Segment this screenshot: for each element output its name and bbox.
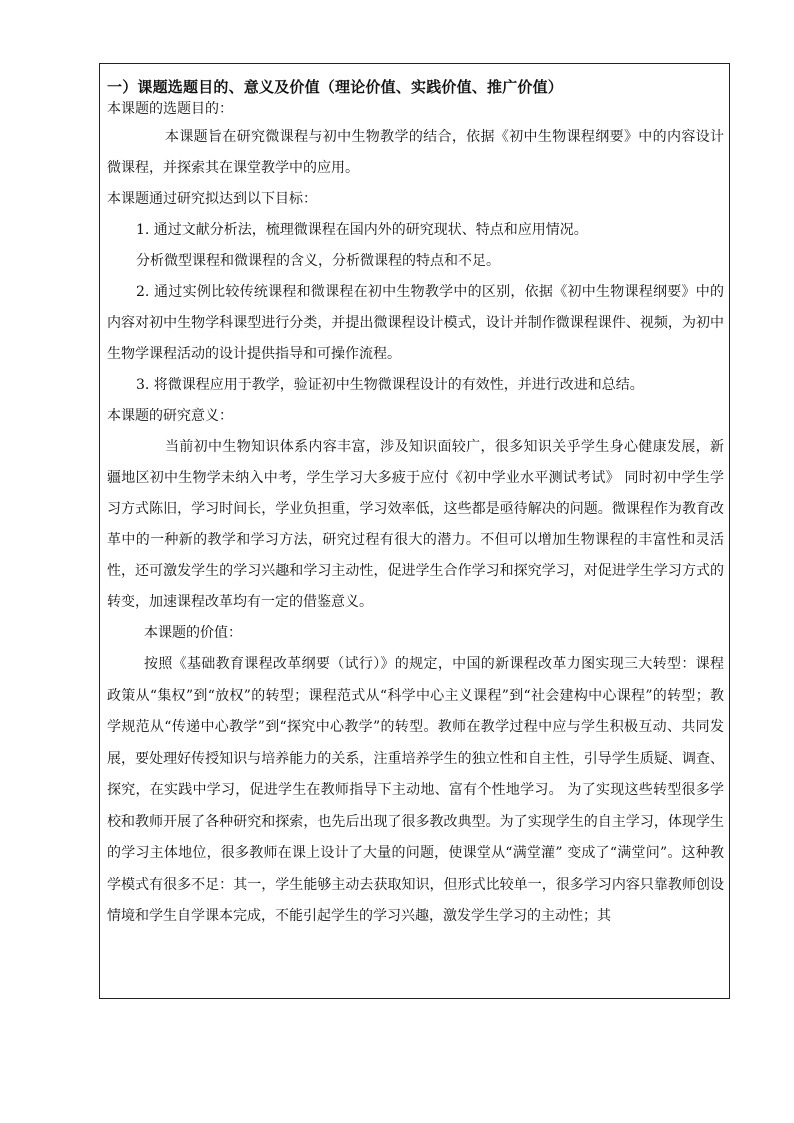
significance-paragraph: 当前初中生物知识体系内容丰富，涉及知识面较广，很多知识关乎学生身心健康发展，新疆地区初中生物学未纳入中考，学生学习大多疲于应付《初中学业水平测试考试》 同时初中学生学习方式陈旧，学习时间长，学业负担重，学习效率低，这些都是亟待解决的问题。微课程作为教育改革中的一种新的教学和学习方法，研究过程有很大的潜力。不但可以增加生物课程的丰富性和灵活性，还可激发学生的学习兴趣和学习主动性，促进学生合作学习和探究学习，对促进学生学习方式的转变，加速课程改革均有一定的借鉴意义。 [107,439,724,610]
value-label: 本课题的价值： [144,625,242,641]
goal-item-2: 2. 通过实例比较传统课程和微课程在初中生物教学中的区别，依据《初中生物课程纲要》中的内容对初中生物学科课型进行分类，并提出微课程设计模式，设计并制作微课程课件、视频，为初中生物学课程活动的设计提供指导和可操作流程。 [107,284,724,362]
purpose-label: 本课题的选题目的： [107,101,233,117]
document-frame [99,63,730,999]
goals-label: 本课题通过研究拟达到以下目标： [107,191,317,207]
significance-label: 本课题的研究意义： [107,408,233,424]
purpose-paragraph: 本课题旨在研究微课程与初中生物教学的结合，依据《初中生物课程纲要》中的内容设计微课程，并探索其在课堂教学中的应用。 [107,129,724,176]
goal-item-1-detail: 分析微型课程和微课程的含义，分析微课程的特点和不足。 [136,253,500,269]
section-heading: 一）课题选题目的、意义及价值（理论价值、实践价值、推广价值） [107,78,564,96]
value-paragraph: 按照《基础教育课程改革纲要（试行）》的规定，中国的新课程改革力图实现三大转型：课程政策从“集权”到“放权”的转型；课程范式从“科学中心主义课程”到“社会建构中心课程”的转型；教学规范从“传递中心教学”到“探究中心教学”的转型。教师在教学过程中应与学生积极互动、共同发展，要处理好传授知识与培养能力的关系，注重培养学生的独立性和自主性，引导学生质疑、调查、探究，在实践中学习，促进学生在教师指导下主动地、富有个性地学习。 为了实现这些转型很多学校和教师开展了各种研究和探索，也先后出现了很多教改典型。为了实现学生的自主学习，体现学生的学习主体地位，很多教师在课上设计了大量的问题，使课堂从“满堂灌” 变成了“满堂问”。这种教学模式有很多不足：其一，学生能够主动去获取知识，但形式比较单一，很多学习内容只靠教师创设情境和学生自学课本完成，不能引起学生的学习兴趣，激发学生学习的主动性；其 [107,656,724,924]
goal-item-3: 3. 将微课程应用于教学，验证初中生物微课程设计的有效性，并进行改进和总结。 [136,377,644,393]
document-content [107,76,724,933]
goal-item-1: 1. 通过文献分析法，梳理微课程在国内外的研究现状、特点和应用情况。 [136,222,588,238]
